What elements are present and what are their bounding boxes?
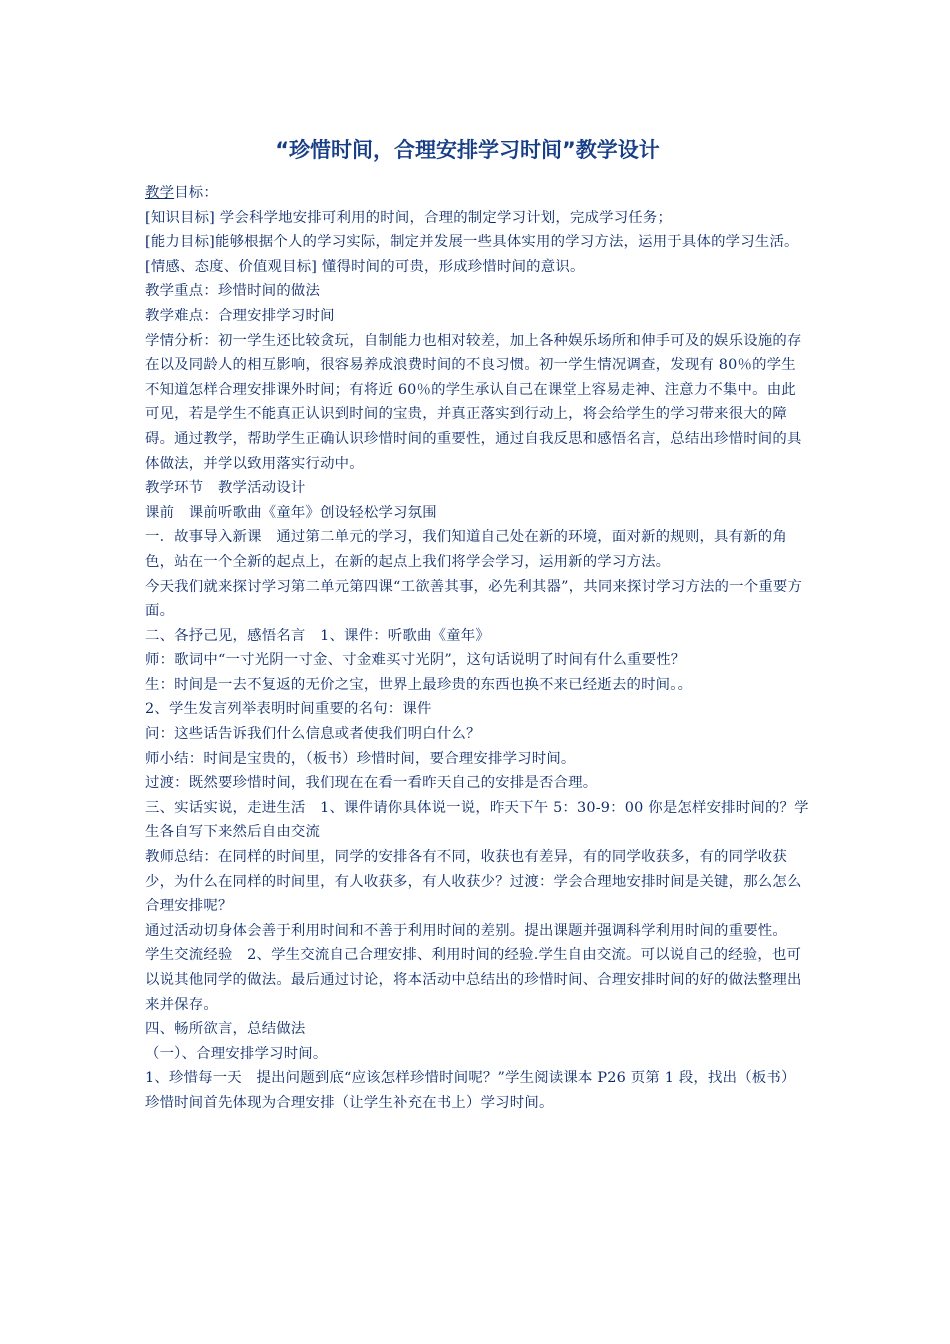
part-two-heading: 二、各抒己见，感悟名言 1、课件：听歌曲《童年》 [145, 627, 490, 644]
student-quotes: 2、学生发言列举表明时间重要的名句：课件 [145, 701, 432, 718]
teaching-focus: 教学重点：珍惜时间的做法 [145, 283, 321, 300]
ability-objective: [能力目标]能够根据个人的学习实际，制定并发展一些具体实用的学习方法，运用于具体的学习生活。 [145, 234, 799, 251]
part-four-heading: 四、畅所欲言，总结做法 [145, 1021, 306, 1038]
part-one-today: 今天我们就来探讨学习第二单元第四课“工欲善其事，必先利其器”，共同来探讨学习方法的一个重要方面。 [145, 578, 803, 620]
cherish-every-day: 1、珍惜每一天 提出问题到底“应该怎样珍惜时间呢？”学生阅读课本 P26 页第 1 段，找出（板书）珍惜时间首先体现为合理安排（让学生补充在书上）学习时间。 [145, 1070, 796, 1111]
pre-class: 课前 课前听歌曲《童年》创设轻松学习氛围 [145, 504, 437, 521]
experience-exchange: 学生交流经验 2、学生交流自己合理安排、利用时间的经验.学生自由交流。可以说自己的经验，也可以说其他同学的做法。最后通过讨论，将本活动中总结出的珍惜时间、合理安排时间的好的做法整理出来并保存。 [145, 947, 802, 1013]
document-page [145, 133, 810, 1116]
part-one-intro: 一．故事导入新课 通过第二单元的学习，我们知道自己处在新的环境，面对新的规则，具有新的角色，站在一个全新的起点上，在新的起点上我们将学会学习，运用新的学习方法。 [145, 529, 787, 570]
part-three-heading: 三、实话实说，走进生活 1、课件请你具体说一说，昨天下午 5：30-9：00 你是怎样安排时间的？学生各自写下来然后自由交流 [145, 799, 809, 841]
student-answer: 生：时间是一去不复返的无价之宝，世界上最珍贵的东西也换不来已经逝去的时间。。 [145, 676, 693, 693]
transition: 过渡：既然要珍惜时间，我们现在在看一看昨天自己的安排是否合理。 [145, 775, 598, 792]
emotion-objective: [情感、态度、价值观目标] 懂得时间的可贵，形成珍惜时间的意识。 [145, 258, 585, 275]
student-analysis: 学情分析：初一学生还比较贪玩，自制能力也相对较差，加上各种娱乐场所和伸手可及的娱乐设施的存在以及同龄人的相互影响，很容易养成浪费时间的不良习惯。初一学生情况调查，发现有 80％的学生不知道怎样合理安排课外时间；有将近 60％的学生承认自己在课堂上容易走神、注意力不集中。由此可见，若是学生不能真正认识到时间的宝贵，并真正落实到行动上，将会给学生的学习带来很大的障碍。通过教学，帮助学生正确认识珍惜时间的重要性，通过自我反思和感悟名言，总结出珍惜时间的具体做法，并学以致用落实行动中。 [145, 332, 802, 472]
knowledge-objective: [知识目标] 学会科学地安排可利用的时间，合理的制定学习计划，完成学习任务； [145, 209, 673, 226]
objectives-heading [145, 181, 810, 206]
subsection-one: （一）、合理安排学习时间。 [145, 1045, 328, 1062]
teacher-question: 师：歌词中“一寸光阴一寸金、寸金难买寸光阴”，这句话说明了时间有什么重要性？ [145, 652, 686, 669]
section-header: 教学环节 教学活动设计 [145, 480, 306, 497]
objectives-heading-underlined: 教学 [145, 185, 175, 201]
objectives-heading-rest: 目标： [174, 185, 218, 201]
activity-reflection: 通过活动切身体会善于利用时间和不善于利用时间的差别。提出课题并强调科学利用时间的重要性。 [145, 922, 787, 939]
teaching-difficulty: 教学难点：合理安排学习时间 [145, 307, 335, 324]
teacher-summary: 师小结：时间是宝贵的，（板书）珍惜时间，要合理安排学习时间。 [145, 750, 576, 767]
document-body [145, 181, 810, 1116]
teacher-conclusion: 教师总结：在同样的时间里，同学的安排各有不同，收获也有差异，有的同学收获多，有的同学收获少，为什么在同样的时间里，有人收获多，有人收获少？过渡：学会合理地安排时间是关键，那么怎么合理安排呢？ [145, 849, 802, 915]
question: 问：这些话告诉我们什么信息或者使我们明白什么？ [145, 726, 481, 743]
document-title: “珍惜时间，合理安排学习时间”教学设计 [275, 138, 660, 162]
